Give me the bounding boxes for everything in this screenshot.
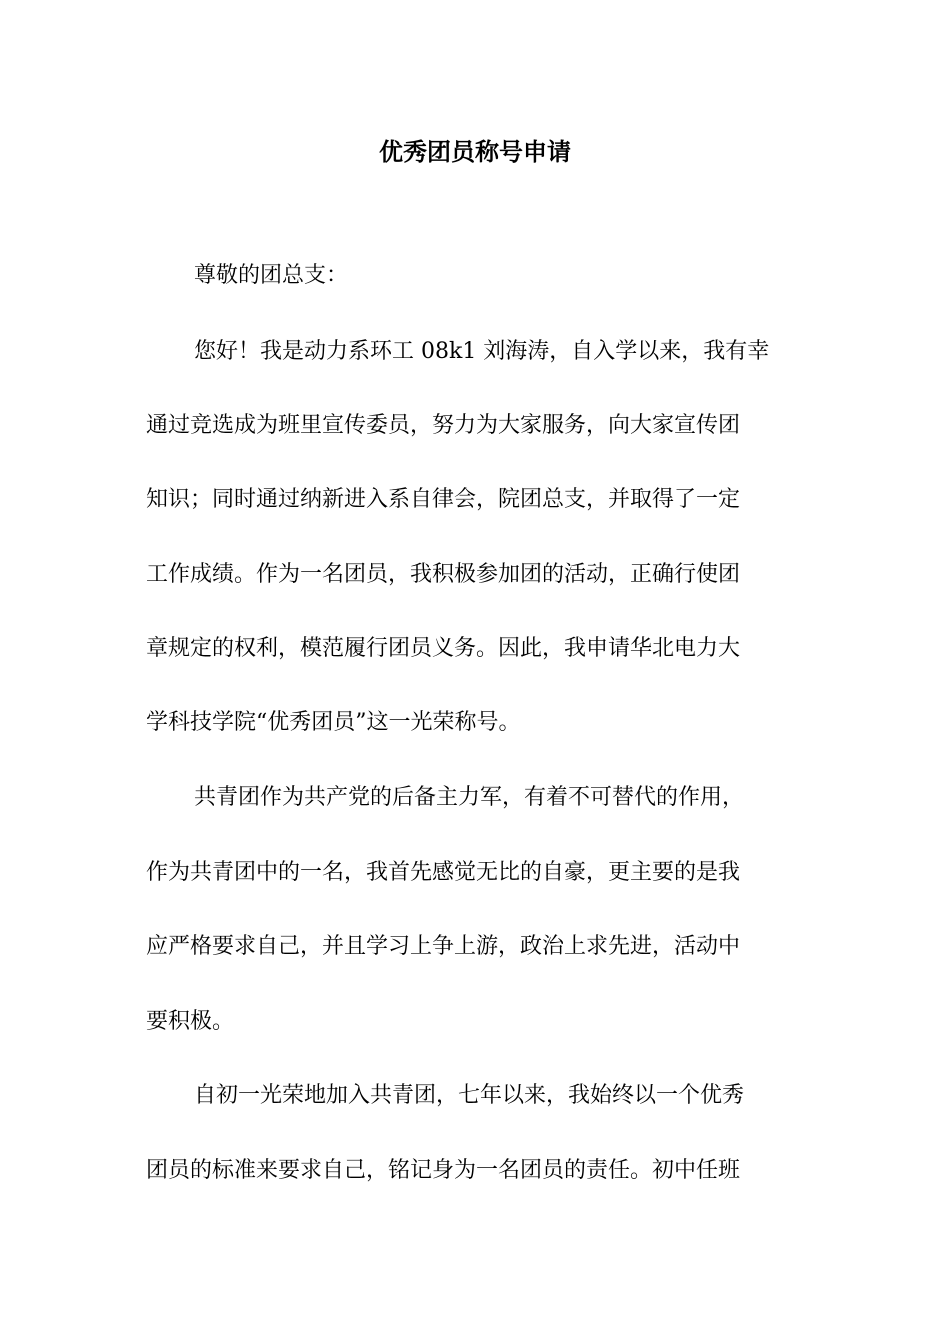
paragraph-1-line-6: 学科技学院“优秀团员”这一光荣称号。 bbox=[146, 710, 521, 735]
paragraph-2-line-3: 应严格要求自己，并且学习上争上游，政治上求先进，活动中 bbox=[146, 934, 741, 959]
paragraph-1-line-4: 工作成绩。作为一名团员，我积极参加团的活动，正确行使团 bbox=[146, 562, 741, 587]
paragraph-1-line-3: 知识；同时通过纳新进入系自律会，院团总支，并取得了一定 bbox=[146, 487, 741, 512]
paragraph-1-line-2: 通过竞选成为班里宣传委员，努力为大家服务，向大家宣传团 bbox=[146, 413, 741, 438]
paragraph-2-line-2: 作为共青团中的一名，我首先感觉无比的自豪，更主要的是我 bbox=[146, 860, 741, 885]
paragraph-2-line-1: 共青团作为共产党的后备主力军，有着不可替代的作用， bbox=[194, 785, 745, 810]
paragraph-1-line-5: 章规定的权利，模范履行团员义务。因此，我申请华北电力大 bbox=[146, 636, 741, 661]
paragraph-1-line-1: 您好！我是动力系环工 08k1 刘海涛，自入学以来，我有幸 bbox=[194, 339, 770, 364]
paragraph-3-line-1: 自初一光荣地加入共青团，七年以来，我始终以一个优秀 bbox=[194, 1083, 745, 1108]
paragraph-3-line-2: 团员的标准来要求自己，铭记身为一名团员的责任。初中任班 bbox=[146, 1158, 741, 1183]
paragraph-2-line-4: 要积极。 bbox=[146, 1009, 235, 1034]
document-title: 优秀团员称号申请 bbox=[379, 137, 571, 166]
salutation: 尊敬的团总支： bbox=[194, 263, 349, 288]
